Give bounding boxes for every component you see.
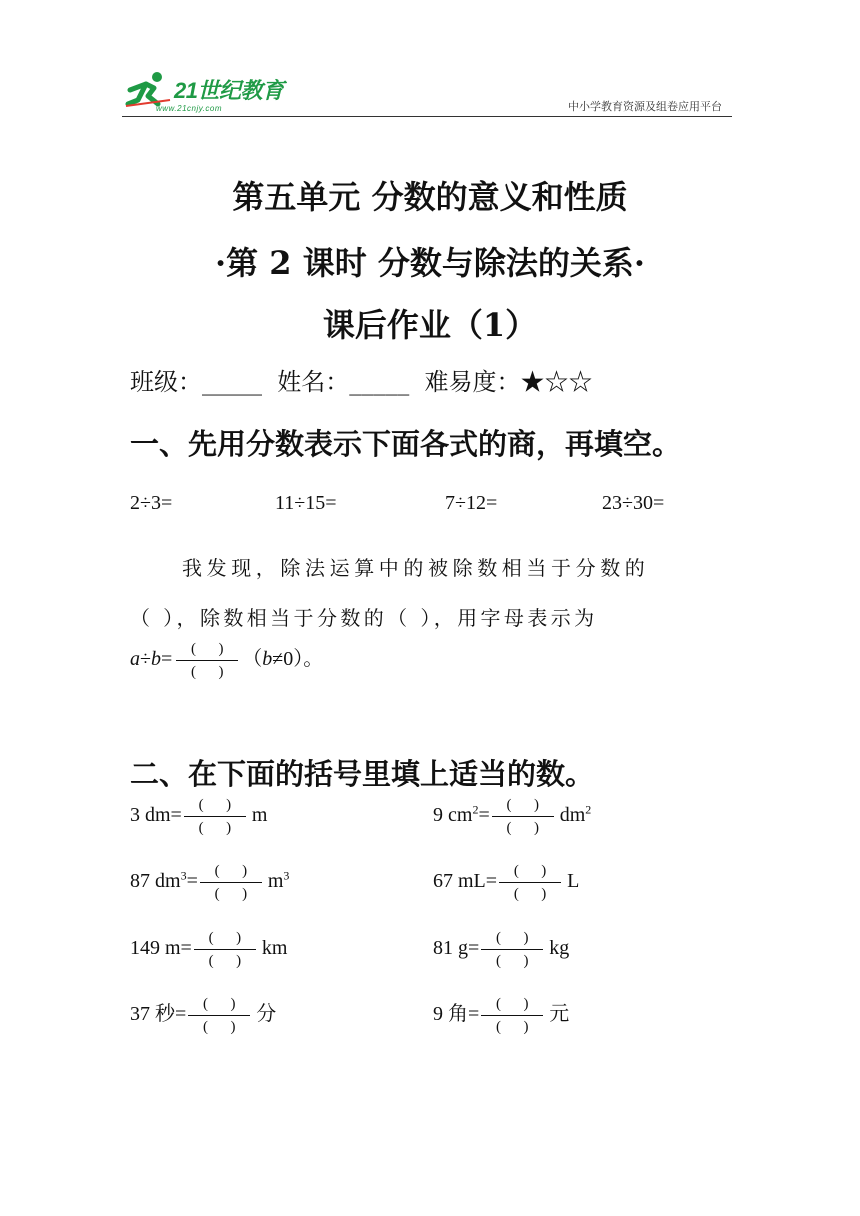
equals-sign: = — [478, 804, 490, 827]
header-divider — [122, 116, 732, 117]
fraction-blank[interactable] — [492, 796, 554, 837]
superscript: 3 — [180, 868, 187, 883]
fraction-blank[interactable] — [188, 995, 250, 1036]
superscript: 2 — [472, 802, 479, 817]
conversion-item — [433, 995, 569, 1036]
conversion-item — [130, 796, 267, 837]
denominator-blank: ( ) — [191, 664, 224, 680]
conversion-unit: dm — [559, 804, 586, 827]
numerator-blank: ( ) — [492, 796, 554, 817]
formula-b: b — [150, 648, 161, 671]
numerator-blank: ( ) — [481, 929, 543, 950]
conversion-unit: km — [261, 937, 288, 960]
numerator-blank: ( ) — [188, 995, 250, 1016]
conversion-unit: L — [567, 870, 580, 893]
fraction-blank[interactable] — [194, 929, 256, 970]
conversion-left: 67 mL= — [433, 870, 498, 893]
denominator-blank: ( ) — [513, 886, 547, 902]
site-logo — [124, 68, 294, 118]
denominator-blank: ( ) — [496, 1019, 529, 1035]
conversion-unit: m — [267, 870, 284, 893]
fraction-blank[interactable] — [481, 995, 543, 1036]
numerator-blank: ( ) — [499, 862, 561, 883]
division-item: 7÷12= — [445, 492, 498, 514]
conversion-unit: kg — [549, 937, 570, 960]
fraction-blank[interactable] — [481, 929, 543, 970]
division-item: 23÷30= — [602, 492, 665, 514]
conversion-item — [433, 862, 579, 903]
conversion-left: 81 g= — [433, 937, 480, 960]
conversion-item — [433, 929, 569, 970]
division-formula — [130, 640, 323, 681]
fraction-blank[interactable] — [176, 640, 238, 681]
formula-divide: ÷ — [140, 648, 151, 671]
conversion-item — [130, 862, 289, 903]
formula-condition-b: b — [262, 648, 273, 671]
conversion-item — [433, 796, 591, 837]
numerator-blank: ( ) — [176, 640, 238, 661]
conversion-unit: 分 — [256, 1003, 277, 1026]
lesson-title: ·第 2 课时 分数与除法的关系· — [215, 244, 645, 282]
finding-text-line-2: （ ），除数相当于分数的（ ），用字母表示为 — [130, 606, 598, 630]
conversion-left: 3 dm= — [130, 804, 182, 827]
numerator-blank: ( ) — [184, 796, 246, 817]
conversion-unit: m — [251, 804, 268, 827]
student-info-line: 班级：_____ 姓名：_____ 难易度：★☆☆ — [130, 368, 593, 396]
division-item: 2÷3= — [130, 492, 173, 514]
denominator-blank: ( ) — [198, 820, 232, 836]
finding-text-line-1: 我发现，除法运算中的被除数相当于分数的 — [182, 556, 650, 580]
denominator-blank: ( ) — [506, 820, 539, 836]
superscript: 3 — [283, 868, 290, 883]
conversion-item — [130, 929, 287, 970]
numerator-blank: ( ) — [200, 862, 262, 883]
superscript: 2 — [585, 802, 592, 817]
denominator-blank: ( ) — [208, 953, 242, 969]
conversion-left: 149 m= — [130, 937, 192, 960]
fraction-blank[interactable] — [184, 796, 246, 837]
denominator-blank: ( ) — [214, 886, 248, 902]
conversion-left: 9 角= — [433, 1003, 480, 1026]
fraction-blank[interactable] — [200, 862, 262, 903]
denominator-blank: ( ) — [496, 953, 529, 969]
conversion-left: 9 cm — [433, 804, 473, 827]
logo-text: 21世纪教育 — [174, 78, 284, 103]
formula-a: a — [130, 648, 140, 671]
conversion-item — [130, 995, 276, 1036]
section-2-heading: 二、在下面的括号里填上适当的数。 — [130, 757, 595, 791]
numerator-blank: ( ) — [194, 929, 256, 950]
conversion-left: 87 dm — [130, 870, 181, 893]
conversion-left: 37 秒= — [130, 1003, 187, 1026]
conversion-unit: 元 — [549, 1003, 570, 1026]
unit-title: 第五单元 分数的意义和性质 — [232, 178, 628, 216]
section-1-heading: 一、先用分数表示下面各式的商，再填空。 — [130, 427, 682, 461]
formula-condition-close: ≠0）。 — [272, 648, 324, 671]
homework-title: 课后作业（1） — [322, 306, 538, 344]
denominator-blank: ( ) — [203, 1019, 236, 1035]
platform-caption: 中小学教育资源及组卷应用平台 — [568, 100, 722, 113]
numerator-blank: ( ) — [481, 995, 543, 1016]
formula-condition-open: （ — [242, 648, 263, 671]
logo-url: www.21cnjy.com — [156, 104, 222, 113]
equals-sign: = — [186, 870, 198, 893]
fraction-blank[interactable] — [499, 862, 561, 903]
division-item: 11÷15= — [275, 492, 337, 514]
formula-equals: = — [160, 648, 173, 671]
